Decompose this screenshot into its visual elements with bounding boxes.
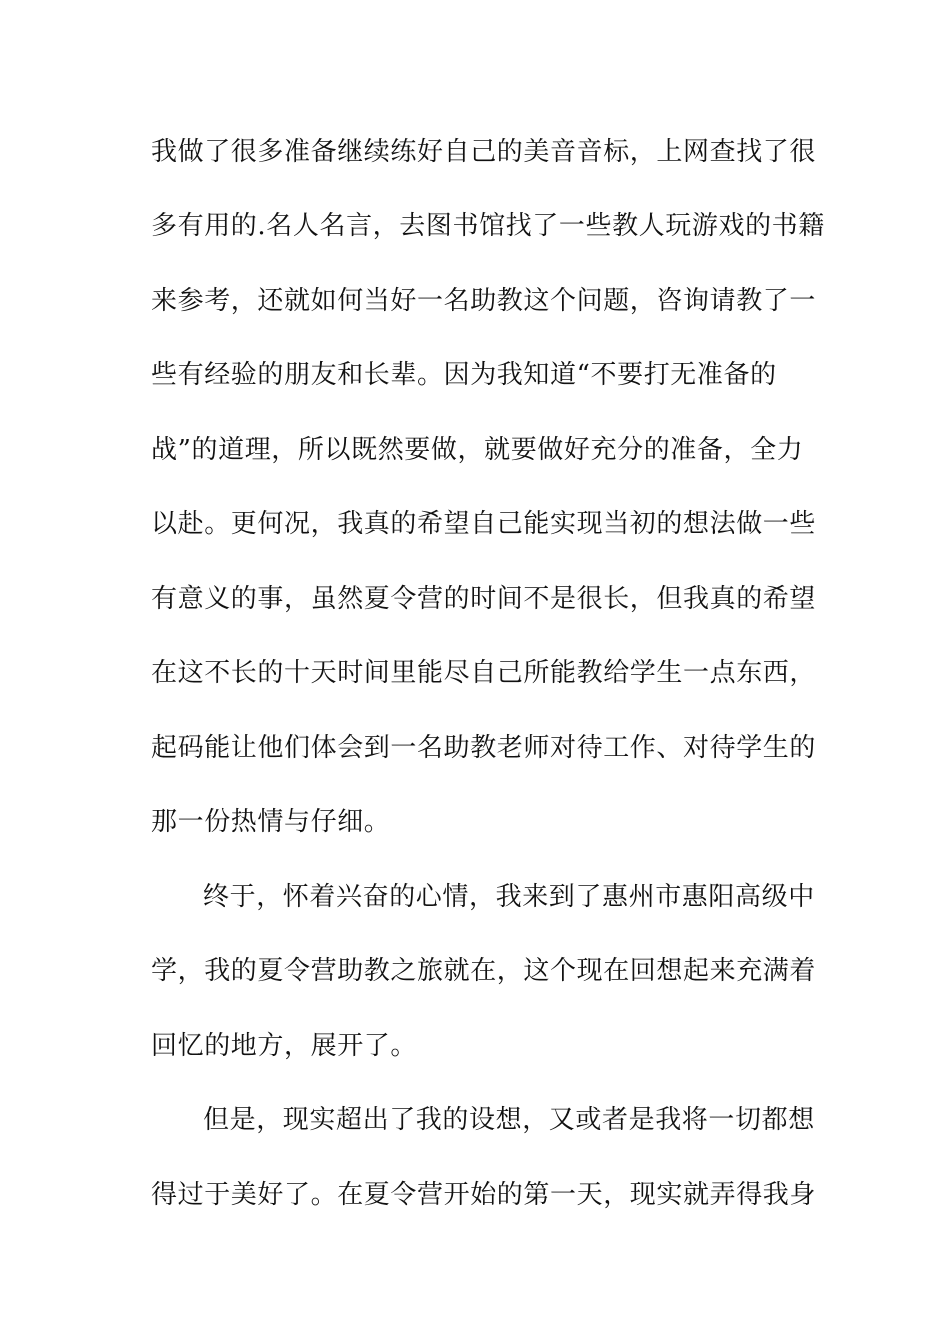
text-line-2: 多有用的.名人名言，去图书馆找了一些教人玩游戏的书籍 [151, 211, 825, 241]
text-line-9: 起码能让他们体会到一名助教老师对待工作、对待学生的 [151, 733, 817, 763]
text-line-10: 那一份热情与仔细。 [151, 807, 391, 837]
text-line-1: 我做了很多准备继续练好自己的美音音标，上网查找了很 [151, 137, 817, 167]
text-line-6: 以赴。更何况，我真的希望自己能实现当初的想法做一些 [151, 509, 817, 539]
text-line-7: 有意义的事，虽然夏令营的时间不是很长，但我真的希望 [151, 584, 817, 614]
text-line-8: 在这不长的十天时间里能尽自己所能教给学生一点东西， [151, 658, 817, 688]
text-line-4: 些有经验的朋友和长辈。因为我知道“不要打无准备的 [151, 360, 777, 390]
text-line-15: 得过于美好了。在夏令营开始的第一天，现实就弄得我身 [151, 1180, 817, 1210]
text-line-11: 终于，怀着兴奋的心情，我来到了惠州市惠阳高级中 [203, 882, 815, 912]
text-line-5: 战”的道理，所以既然要做，就要做好充分的准备，全力 [151, 435, 804, 465]
text-line-13: 回忆的地方，展开了。 [151, 1031, 418, 1061]
text-line-12: 学，我的夏令营助教之旅就在，这个现在回想起来充满着 [151, 956, 817, 986]
text-line-3: 来参考，还就如何当好一名助教这个问题，咨询请教了一 [151, 286, 817, 316]
text-line-14: 但是，现实超出了我的设想，又或者是我将一切都想 [203, 1105, 815, 1135]
